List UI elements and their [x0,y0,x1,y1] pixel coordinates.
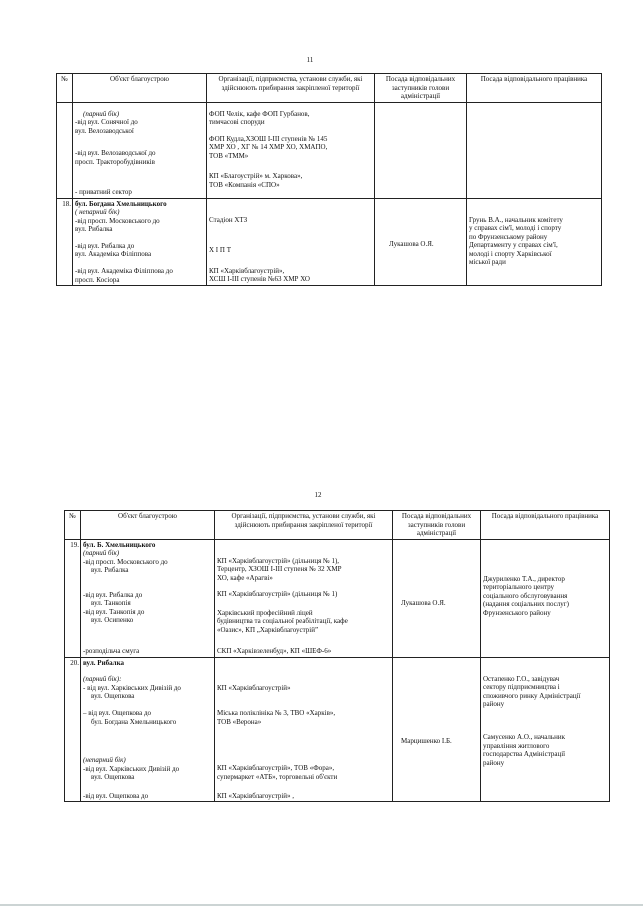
header-deputy: Посада відповідальних заступників голови адміністрації [375,74,467,103]
side-label: (парний бік): [83,675,122,684]
responsible-line: Фрунзенського району [483,608,551,617]
object-line: вул. Осипенко [91,616,134,625]
deputy-name: Марцишенко І.Б. [401,736,452,745]
header-num: № [65,511,81,540]
header-deputy: Посада відповідальних заступників голови адміністрації [393,511,481,540]
org-line: ТОВ «Компанія «СПО» [209,180,280,189]
header-num: № [57,74,73,103]
org-line: КП «Харківблагоустрій» , [217,791,295,800]
responsible-line: Джуриленко Т.А., директор [483,574,565,583]
page2-table [64,510,610,802]
header-organizations: Організації, підприємства, установи служби, які здійснюють прибирання закріпленої території [215,511,393,540]
object-line: бул. Богдана Хмельницького [91,717,177,726]
side-label: (непарний бік) [83,756,126,765]
responsible-line: міської ради [469,258,506,267]
table-row [57,198,602,285]
org-line: ФОП Кудла,ХЗОШ І-ІІІ ступенів № 145 [209,134,328,143]
row-number: 18. [57,198,73,285]
object-line: просп. Косіора [75,275,120,284]
org-line: тимчасові споруди [209,118,265,127]
org-line: Х І П Т [209,246,231,255]
header-organizations: Організації, підприємства, установи служби, які здійснюють прибирання закріпленої території [207,74,375,103]
object-line: -від вул. Харківських Дивізій до [83,764,180,773]
object-line: просп. Тракторобудівників [75,157,155,166]
side-label: (парний бік) [83,109,120,118]
deputy-name: Лукашова О.Я. [401,598,446,607]
org-line: Харківський професійний ліцей [217,608,313,617]
table-row [65,657,610,801]
org-line: ТОВ «ТММ» [209,151,249,160]
org-line: ТОВ «Верона» [217,717,262,726]
object-line: -від вул. Рибалка до [83,590,143,599]
object-line: вул. Велозаводської [75,126,134,135]
table-header-row [57,74,602,103]
object-line: -від вул. Велозаводської до [75,149,156,158]
org-line: КП «Харківблагоустрій», [209,266,285,275]
responsible-line: Остапенко Г.О., завідувач [483,674,560,683]
row-number: 20. [65,657,81,801]
object-line: - приватний сектор [75,188,132,197]
org-line: будівництва та соціальної реабілітації, кафе [217,617,348,626]
header-responsible: Посада відповідального працівника [467,74,602,103]
object-line: вул. Ощепкова [91,692,135,701]
table-row [65,539,610,657]
table-header-row [65,511,610,540]
responsible-line: територіального центру [483,583,555,592]
street-title: бул. Б. Хмельницького [83,540,156,549]
object-line: - від вул. Харківських Дивізій до [83,683,181,692]
row-number: 19. [65,539,81,657]
street-title: вул. Рибалка [83,658,125,667]
org-line: ХСШ І-ІІІ ступенів №63 ХМР ХО [209,275,310,284]
responsible-line: по Фрунзенському району [469,232,548,241]
header-object: Об'єкт благоустрою [81,511,215,540]
table-row [57,102,602,198]
page-number: 12 [314,491,322,499]
object-line: вул. Ощепкова [91,773,135,782]
responsible-line: Департаменту у справах сім'ї, [469,241,558,250]
responsible-line: господарства Адміністрації [483,750,566,759]
org-line: КП «Харківблагоустрій» (дільниця № 1), [217,556,340,565]
object-line: -розподільча смуга [83,646,140,655]
object-line: вул. Рибалка [91,566,129,575]
responsible-line: (надання соціальних послуг) [483,600,569,609]
side-label: (парний бік) [83,549,120,558]
org-line: Міська поліклініка № 3, ТВО «Харків», [217,709,336,718]
object-line: -від вул. Академіка Філіппова до [75,266,173,275]
responsible-line: Грунь В.А., начальник комітету [469,215,563,224]
org-line: ФОП Челік, кафе ФОП Гурбанов, [209,109,310,118]
responsible-line: споживчого ринку Адміністрації [483,691,581,700]
org-line: КП «Харківблагоустрій» [217,683,291,692]
org-line: супермаркет «АТБ», торговельні об'єкти [217,772,338,781]
page-number: 11 [306,56,314,64]
page1-table [56,73,602,286]
street-title: бул. Богдана Хмельницького [75,199,167,208]
object-line: вул. Академіка Філіппова [75,250,152,259]
responsible-line: Самусенко А.О., начальник [483,732,565,741]
header-object: Об'єкт благоустрою [73,74,207,103]
object-line: -від просп. Московського до [83,557,168,566]
org-line: ХО, кафе «Арагві» [217,573,273,582]
object-line: – від вул. Ощепкова до [83,708,152,717]
responsible-line: району [483,758,505,767]
side-label: ( непарний бік) [75,208,120,217]
org-line: ХМР ХО , ХГ № 14 ХМР ХО, ХМАПО, [209,143,328,152]
org-line: Стадіон ХТЗ [209,215,248,224]
responsible-line: молоді і спорту Харківської [469,249,552,258]
object-line: вул. Танкопія [91,599,131,608]
header-responsible: Посада відповідального працівника [481,511,610,540]
responsible-line: управління житлового [483,741,550,750]
responsible-line: соціального обслуговування [483,591,568,600]
org-line: Терцентр, ХЗОШ І-ІІІ ступеня № 32 ХМР [217,565,342,574]
org-line: «Оазис», КП „Харківблагоустрій” [217,625,319,634]
responsible-line: сектору підприємництва і [483,683,560,692]
org-line: КП «Харківблагоустрій», ТОВ «Фора», [217,764,335,773]
deputy-name: Лукашова О.Я. [389,239,434,248]
object-line: -від вул. Рибалка до [75,241,135,250]
org-line: КП «Харківблагоустрій» (дільниця № 1) [217,590,338,599]
org-line: КП «Благоустрій» м. Харкова», [209,172,303,181]
org-line: СКП «Харківзеленбуд», КП «ШЕФ-6» [217,647,332,656]
object-line: -від вул. Сонячної до [75,118,138,127]
object-line: -від просп. Московського до [75,216,160,225]
object-line: -від вул. Танкопія до [83,607,145,616]
scan-edge-divider [0,904,643,906]
object-line: вул. Рибалка [75,225,113,234]
responsible-line: району [483,700,505,709]
object-line: -від вул. Ощепкова до [83,791,149,800]
responsible-line: у справах сім'ї, молоді і спорту [469,224,562,233]
